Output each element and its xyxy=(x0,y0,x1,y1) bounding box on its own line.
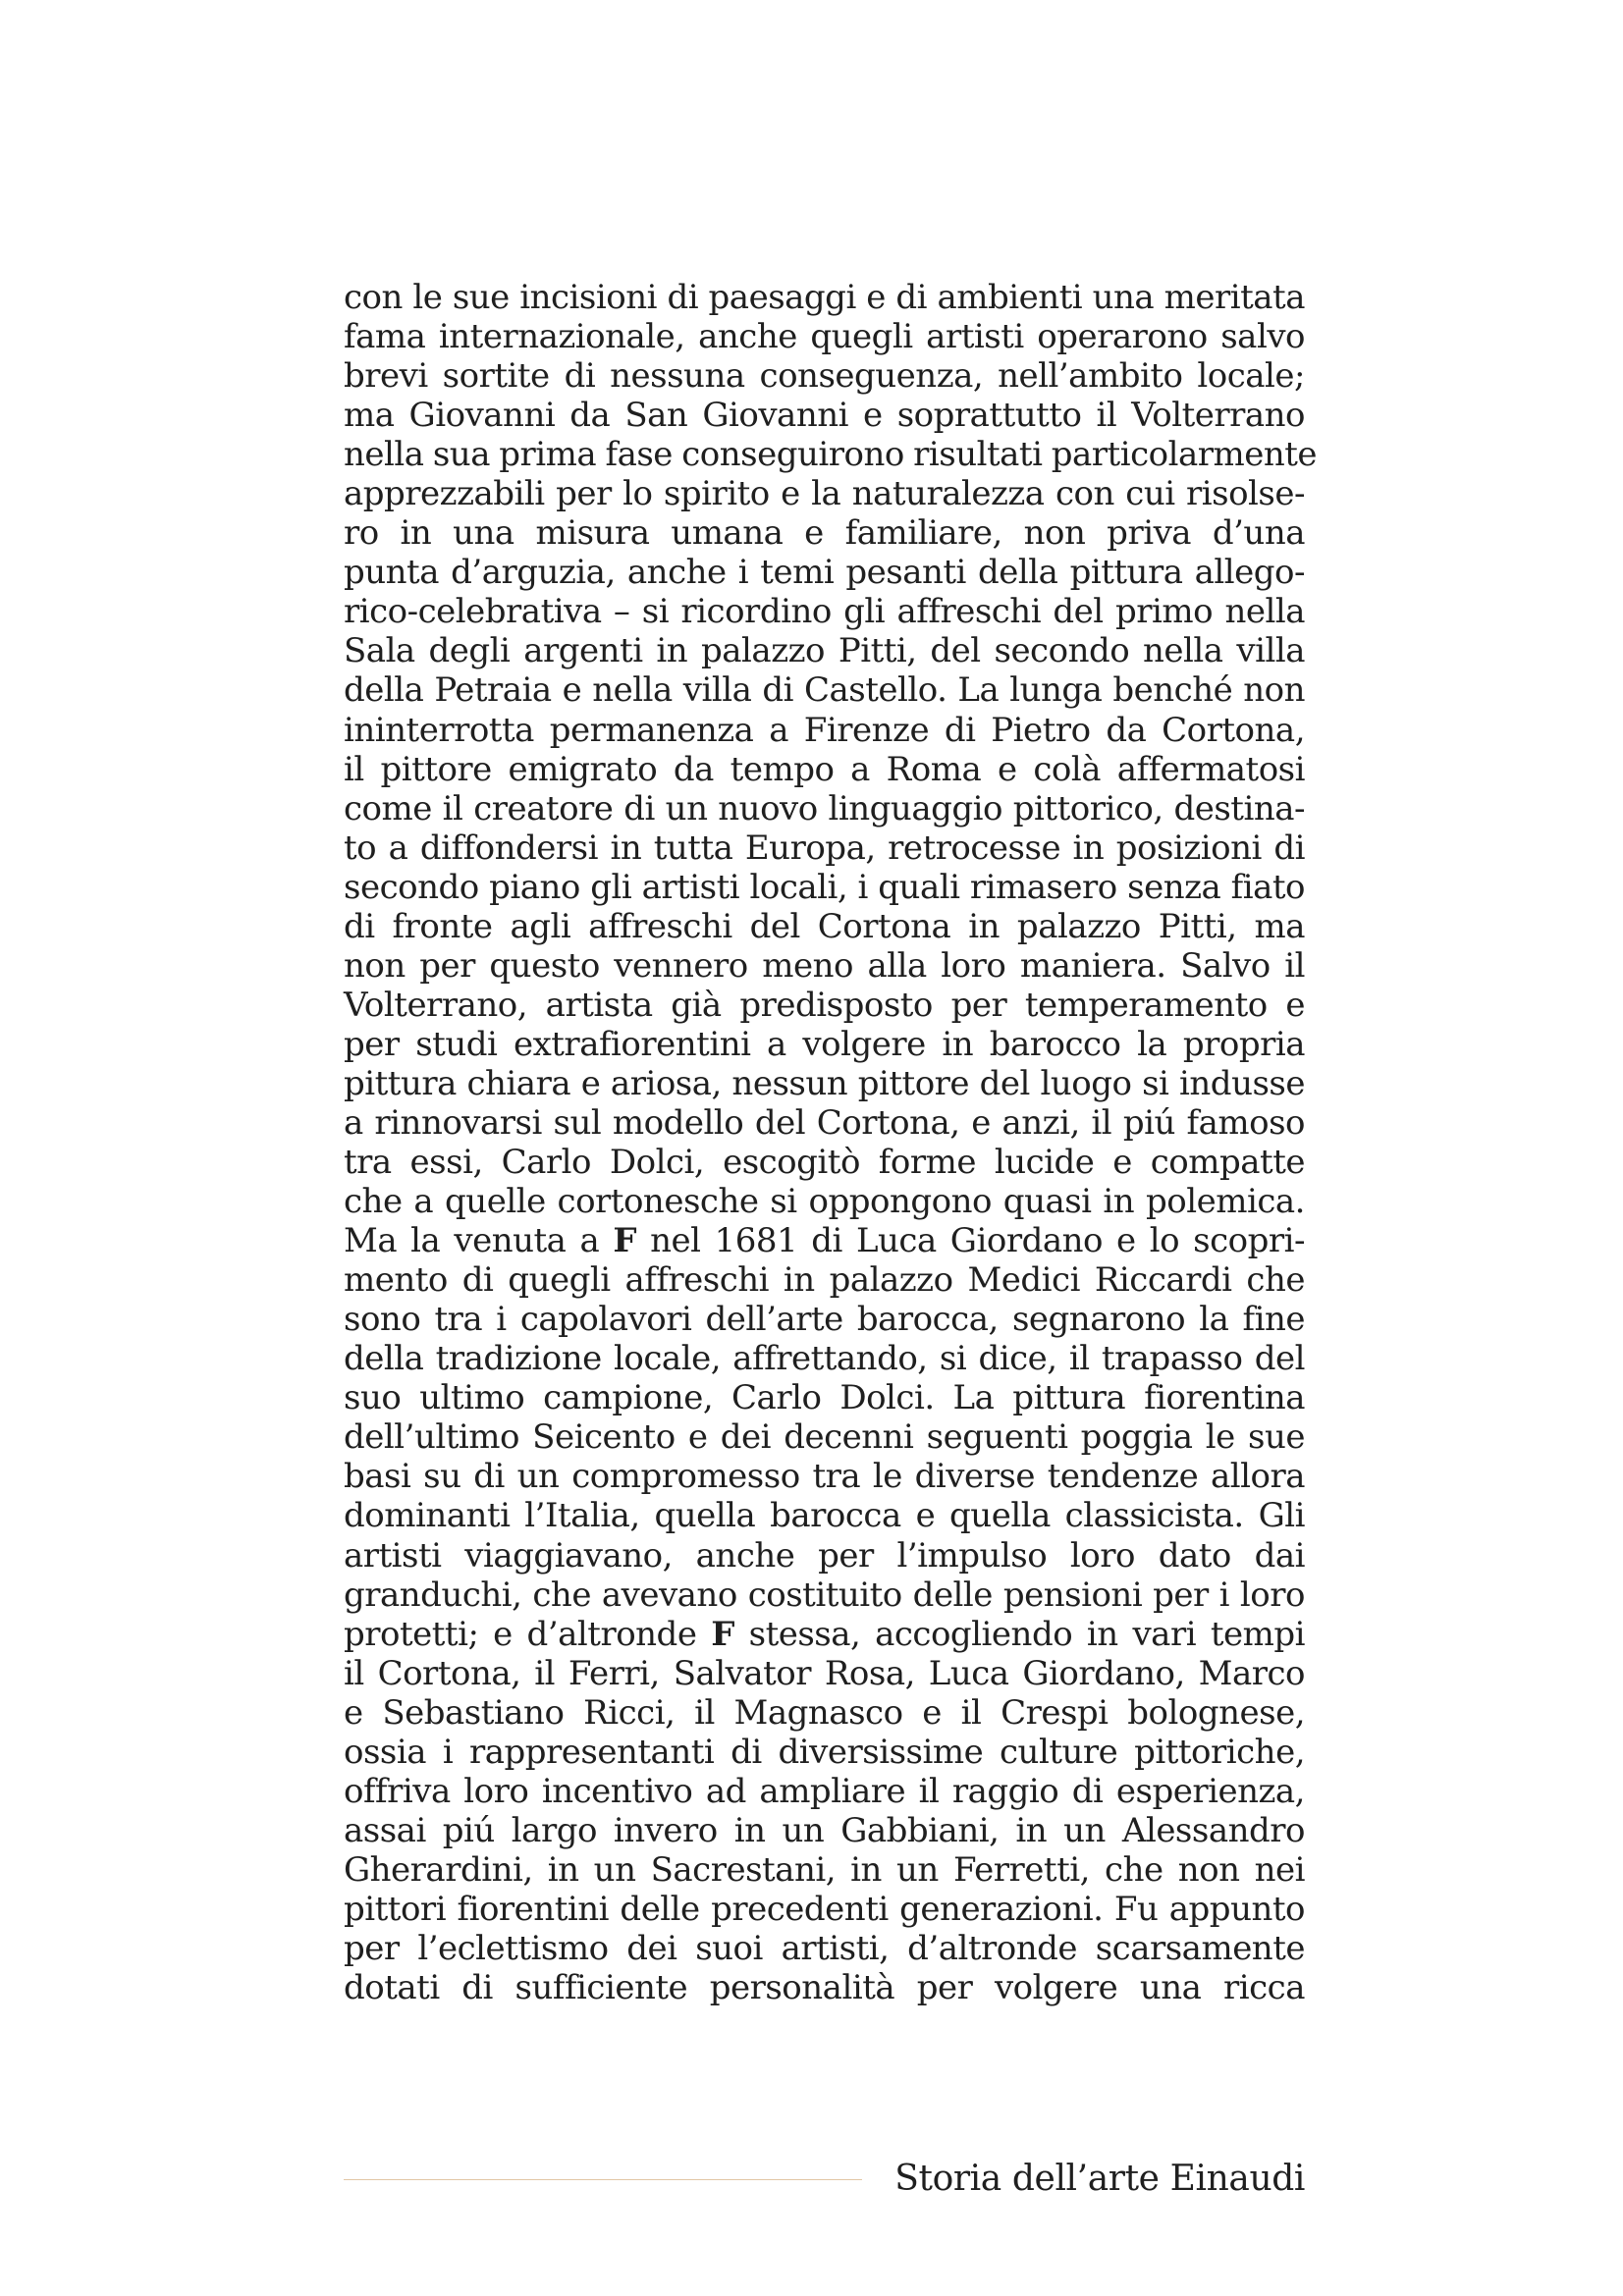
text-line: per studi extrafiorentini a volgere in barocco la propria xyxy=(344,1024,1305,1064)
footer-rule xyxy=(344,2179,862,2180)
page-footer xyxy=(344,2158,1305,2201)
text-line: nella sua prima fase conseguirono risultati particolarmente xyxy=(344,435,1318,475)
text-line: non per questo vennero meno alla loro maniera. Salvo il xyxy=(344,945,1305,986)
text-line: Sala degli argenti in palazzo Pitti, del secondo nella villa xyxy=(344,631,1305,671)
body-text xyxy=(344,278,1318,2008)
text-line: suo ultimo campione, Carlo Dolci. La pittura fiorentina xyxy=(344,1378,1305,1418)
text-line: Volterrano, artista già predisposto per temperamento e xyxy=(344,985,1305,1025)
text-line: di fronte agli affreschi del Cortona in palazzo Pitti, ma xyxy=(344,906,1305,946)
text-line: che a quelle cortonesche si oppongono quasi in polemica. xyxy=(344,1182,1305,1222)
text-line: apprezzabili per lo spirito e la naturalezza con cui risolse- xyxy=(344,474,1305,514)
text-line: dotati di sufficiente personalità per volgere una ricca xyxy=(344,1968,1305,2008)
text-line: Gherardini, in un Sacrestani, in un Ferretti, che non nei xyxy=(344,1849,1305,1890)
text-line: ininterrotta permanenza a Firenze di Pietro da Cortona, xyxy=(344,710,1305,750)
text-line: il Cortona, il Ferri, Salvator Rosa, Luca Giordano, Marco xyxy=(344,1653,1305,1693)
text-line: pittori fiorentini delle precedenti generazioni. Fu appunto xyxy=(344,1889,1305,1929)
text-line: basi su di un compromesso tra le diverse tendenze allora xyxy=(344,1457,1305,1497)
text-line: dominanti l’Italia, quella barocca e quella classicista. Gli xyxy=(344,1496,1305,1536)
text-line: per l’eclettismo dei suoi artisti, d’altronde scarsamente xyxy=(344,1928,1305,1968)
footer-title: Storia dell’arte Einaudi xyxy=(894,2159,1305,2199)
text-line: brevi sortite di nessuna conseguenza, nell’ambito locale; xyxy=(344,356,1305,397)
text-line: granduchi, che avevano costituito delle pensioni per i loro xyxy=(344,1575,1305,1615)
text-line: dell’ultimo Seicento e dei decenni seguenti poggia le sue xyxy=(344,1417,1305,1458)
text-line: rico-celebrativa – si ricordino gli affreschi del primo nella xyxy=(344,592,1305,632)
text-line: fama internazionale, anche quegli artisti operarono salvo xyxy=(344,317,1305,357)
text-line: tra essi, Carlo Dolci, escogitò forme lucide e compatte xyxy=(344,1143,1305,1183)
text-line: punta d’arguzia, anche i temi pesanti della pittura allego- xyxy=(344,553,1305,593)
text-line: secondo piano gli artisti locali, i quali rimasero senza fiato xyxy=(344,867,1305,907)
text-line: ro in una misura umana e familiare, non priva d’una xyxy=(344,513,1305,554)
text-line: mento di quegli affreschi in palazzo Medici Riccardi che xyxy=(344,1260,1305,1301)
text-line: assai piú largo invero in un Gabbiani, in un Alessandro xyxy=(344,1810,1305,1850)
text-line: pittura chiara e ariosa, nessun pittore del luogo si indusse xyxy=(344,1063,1305,1103)
text-line: e Sebastiano Ricci, il Magnasco e il Crespi bolognese, xyxy=(344,1692,1305,1733)
text-line: to a diffondersi in tutta Europa, retrocesse in posizioni di xyxy=(344,828,1305,868)
text-line: Ma la venuta a F nel 1681 di Luca Giordano e lo scopri- xyxy=(344,1221,1306,1261)
text-line: protetti; e d’altronde F stessa, accogliendo in vari tempi xyxy=(344,1614,1305,1654)
text-line: ma Giovanni da San Giovanni e soprattutto il Volterrano xyxy=(344,396,1305,436)
text-line: della tradizione locale, affrettando, si dice, il trapasso del xyxy=(344,1339,1305,1379)
text-line: con le sue incisioni di paesaggi e di ambienti una meritata xyxy=(344,278,1305,317)
text-line: artisti viaggiavano, anche per l’impulso loro dato dai xyxy=(344,1535,1305,1575)
text-line: sono tra i capolavori dell’arte barocca, segnarono la fine xyxy=(344,1300,1305,1340)
text-line: ossia i rappresentanti di diversissime culture pittoriche, xyxy=(344,1732,1305,1772)
text-line: il pittore emigrato da tempo a Roma e colà affermatosi xyxy=(344,749,1305,789)
text-line: della Petraia e nella villa di Castello. La lunga benché non xyxy=(344,670,1305,711)
text-line: a rinnovarsi sul modello del Cortona, e anzi, il piú famoso xyxy=(344,1102,1305,1143)
text-line: come il creatore di un nuovo linguaggio pittorico, destina- xyxy=(344,788,1305,828)
text-line: offriva loro incentivo ad ampliare il raggio di esperienza, xyxy=(344,1771,1305,1811)
